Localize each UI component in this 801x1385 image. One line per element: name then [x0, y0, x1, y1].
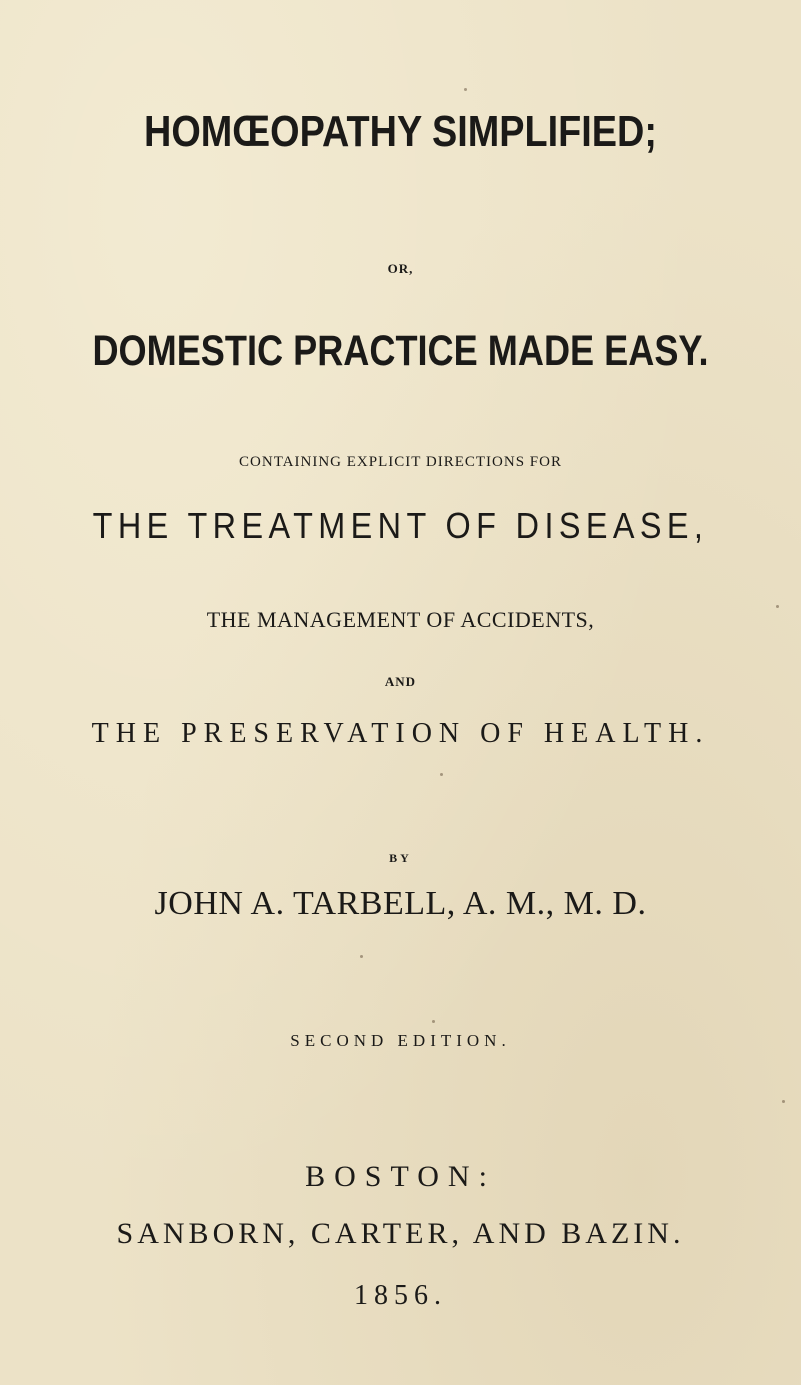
publisher-name: SANBORN, CARTER, AND BAZIN. — [116, 1217, 685, 1250]
containing-line: CONTAINING EXPLICIT DIRECTIONS FOR — [239, 454, 562, 470]
paper-speck — [360, 955, 363, 958]
or-connector: OR, — [387, 261, 414, 276]
publication-year: 1856. — [354, 1280, 447, 1311]
paper-speck — [782, 1100, 785, 1103]
paper-speck — [776, 605, 779, 608]
book-title: HOMŒOPATHY SIMPLIFIED; — [144, 107, 657, 156]
preservation-line: THE PRESERVATION OF HEALTH. — [91, 718, 710, 749]
management-line: THE MANAGEMENT OF ACCIDENTS, — [206, 607, 595, 632]
edition-statement: SECOND EDITION. — [290, 1031, 511, 1050]
publication-city: BOSTON: — [305, 1160, 496, 1193]
by-line: BY — [389, 851, 412, 865]
paper-speck — [464, 88, 467, 91]
author-name: JOHN A. TARBELL, A. M., M. D. — [154, 885, 647, 922]
book-subtitle: DOMESTIC PRACTICE MADE EASY. — [92, 327, 709, 375]
treatment-line: THE TREATMENT OF DISEASE, — [92, 505, 709, 546]
paper-speck — [440, 773, 443, 776]
and-connector: AND — [384, 674, 417, 689]
paper-speck — [432, 1020, 435, 1023]
